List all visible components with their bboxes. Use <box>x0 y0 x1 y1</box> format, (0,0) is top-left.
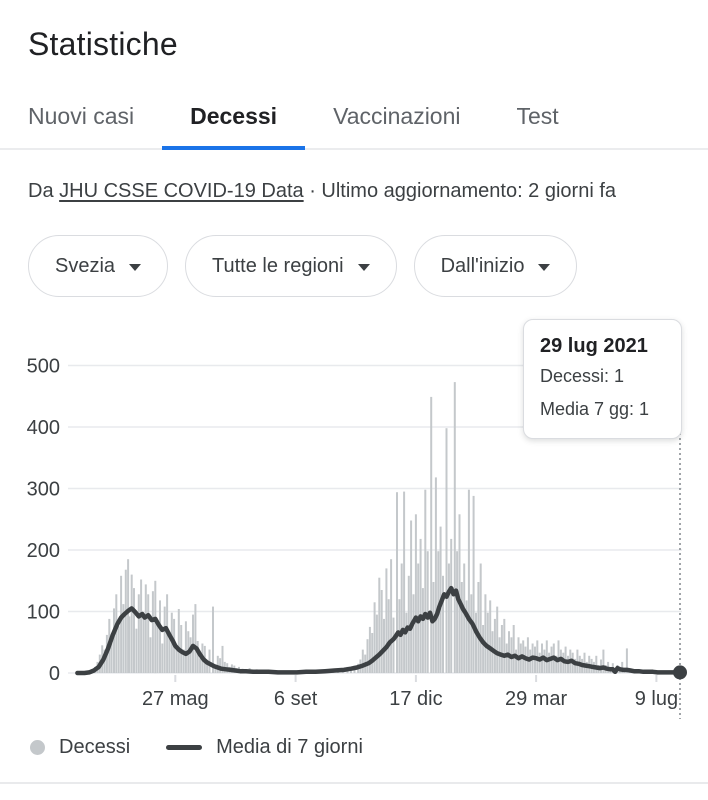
deaths-bar <box>463 564 465 674</box>
deaths-bar <box>558 640 560 673</box>
deaths-bar <box>369 627 371 673</box>
country-filter-label: Svezia <box>55 254 116 277</box>
deaths-bar <box>405 613 407 673</box>
deaths-bar <box>388 599 390 673</box>
deaths-bar <box>140 580 142 674</box>
deaths-bar <box>161 644 163 674</box>
highlight-point <box>673 665 687 679</box>
deaths-chart[interactable] <box>0 327 708 722</box>
deaths-bar <box>410 521 412 674</box>
deaths-bar <box>539 653 541 673</box>
tooltip-date: 29 lug 2021 <box>540 335 648 357</box>
chevron-down-icon <box>358 264 370 271</box>
deaths-bar <box>475 613 477 673</box>
deaths-bar <box>178 609 180 673</box>
deaths-bar <box>190 637 192 673</box>
deaths-bar <box>515 650 517 673</box>
legend-item-media <box>166 736 363 759</box>
deaths-bar <box>403 492 405 673</box>
deaths-bar <box>501 625 503 673</box>
deaths-bar <box>408 576 410 673</box>
deaths-bar <box>145 584 147 673</box>
deaths-bar <box>197 641 199 673</box>
deaths-bar <box>152 591 154 673</box>
chevron-down-icon <box>129 264 141 271</box>
chart-tooltip <box>523 319 682 439</box>
tab-vaccinazioni[interactable]: Vaccinazioni <box>333 103 461 129</box>
chart-legend <box>30 736 708 759</box>
x-axis-label: 29 mar <box>504 688 568 710</box>
deaths-bar <box>595 656 597 673</box>
source-link[interactable]: JHU CSSE COVID-19 Data <box>59 180 304 202</box>
deaths-bar <box>164 607 166 673</box>
deaths-bar <box>496 607 498 673</box>
deaths-bar <box>393 618 395 673</box>
deaths-bar <box>422 588 424 673</box>
deaths-bar <box>147 594 149 673</box>
deaths-bar <box>456 551 458 673</box>
period-filter-button[interactable] <box>414 235 578 297</box>
deaths-bar <box>506 644 508 674</box>
deaths-dot-icon <box>30 740 45 755</box>
deaths-bar <box>508 631 510 673</box>
deaths-bar <box>367 639 369 673</box>
deaths-bar <box>482 625 484 673</box>
deaths-bar <box>470 594 472 673</box>
deaths-bar <box>450 539 452 673</box>
tab-decessi[interactable]: Decessi <box>162 81 305 150</box>
country-filter-button[interactable] <box>28 235 168 297</box>
deaths-bar <box>125 570 127 673</box>
deaths-bar <box>468 490 470 673</box>
deaths-bar <box>374 602 376 673</box>
deaths-bar <box>118 626 120 673</box>
deaths-bar <box>477 582 479 673</box>
deaths-bar <box>487 613 489 673</box>
y-axis-label: 100 <box>26 601 60 624</box>
deaths-bar <box>473 496 475 673</box>
deaths-bar <box>378 578 380 673</box>
deaths-bar <box>548 653 550 673</box>
deaths-bar <box>413 594 415 673</box>
source-prefix: Da <box>28 180 60 202</box>
y-axis-label: 300 <box>26 478 60 501</box>
stats-tab-bar <box>0 81 708 150</box>
deaths-bar <box>484 594 486 673</box>
region-filter-label: Tutte le regioni <box>212 254 344 277</box>
source-line <box>0 180 708 203</box>
deaths-bar <box>217 656 219 673</box>
deaths-bar <box>185 621 187 673</box>
deaths-bar <box>420 539 422 673</box>
deaths-bar <box>150 637 152 673</box>
deaths-bar <box>376 615 378 673</box>
deaths-bar <box>154 581 156 673</box>
y-axis-label: 0 <box>48 663 60 685</box>
deaths-bar <box>131 575 133 673</box>
deaths-bar <box>435 477 437 673</box>
deaths-bar <box>135 629 137 673</box>
deaths-bar <box>385 568 387 673</box>
page-title: Statistiche <box>28 26 178 62</box>
deaths-bar <box>415 514 417 673</box>
deaths-bar <box>168 637 170 673</box>
filter-bar <box>0 235 708 297</box>
deaths-bar <box>448 564 450 674</box>
deaths-bar <box>143 619 145 673</box>
deaths-bar <box>446 428 448 673</box>
legend-avg-label: Media di 7 giorni <box>216 736 363 758</box>
bottom-divider <box>0 782 708 784</box>
deaths-bar <box>381 590 383 673</box>
x-axis-label: 6 set <box>273 688 318 710</box>
chevron-down-icon <box>538 264 550 271</box>
deaths-bar <box>424 490 426 673</box>
deaths-bar <box>120 576 122 673</box>
x-axis-label: 27 mag <box>141 688 209 710</box>
legend-item-decessi <box>30 736 130 759</box>
deaths-bar <box>494 619 496 673</box>
deaths-bar <box>503 619 505 673</box>
deaths-bar <box>584 653 586 673</box>
x-axis-label: 9 lug <box>634 688 679 710</box>
deaths-bar <box>433 582 435 673</box>
y-axis-label: 500 <box>26 355 60 378</box>
tab-test[interactable]: Test <box>516 103 559 129</box>
deaths-bar <box>113 608 115 673</box>
deaths-bar <box>442 576 444 673</box>
deaths-bar <box>128 616 130 673</box>
deaths-bar <box>138 594 140 673</box>
deaths-bar <box>489 600 491 673</box>
deaths-bar <box>199 658 201 673</box>
deaths-bar <box>401 564 403 674</box>
x-axis-label: 17 dic <box>389 688 443 710</box>
tooltip-avg-value: Media 7 gg: 1 <box>540 399 650 419</box>
y-axis-label: 400 <box>26 417 60 439</box>
y-axis-label: 200 <box>26 540 60 562</box>
deaths-bar <box>430 397 432 673</box>
deaths-bar <box>567 656 569 673</box>
deaths-bar <box>390 559 392 673</box>
deaths-bar <box>157 623 159 673</box>
source-updated: · Ultimo aggiornamento: 2 giorni fa <box>303 180 617 202</box>
deaths-bar <box>133 588 135 673</box>
deaths-bar <box>371 633 373 673</box>
period-filter-label: Dall'inizio <box>440 254 525 277</box>
deaths-bar <box>454 382 456 673</box>
deaths-bar <box>194 604 196 673</box>
deaths-bar <box>546 640 548 673</box>
deaths-bar <box>480 564 482 674</box>
deaths-bar <box>396 492 398 673</box>
deaths-bar <box>513 625 515 673</box>
deaths-bar <box>461 582 463 673</box>
region-filter-button[interactable] <box>185 235 397 297</box>
tooltip-deaths-value: Decessi: 1 <box>540 366 625 386</box>
deaths-bar <box>159 600 161 673</box>
deaths-bar <box>527 637 529 673</box>
legend-deaths-label: Decessi <box>59 736 131 758</box>
tab-nuovi-casi[interactable]: Nuovi casi <box>28 103 135 129</box>
avg-line-icon <box>166 745 202 750</box>
deaths-bar <box>362 650 364 673</box>
